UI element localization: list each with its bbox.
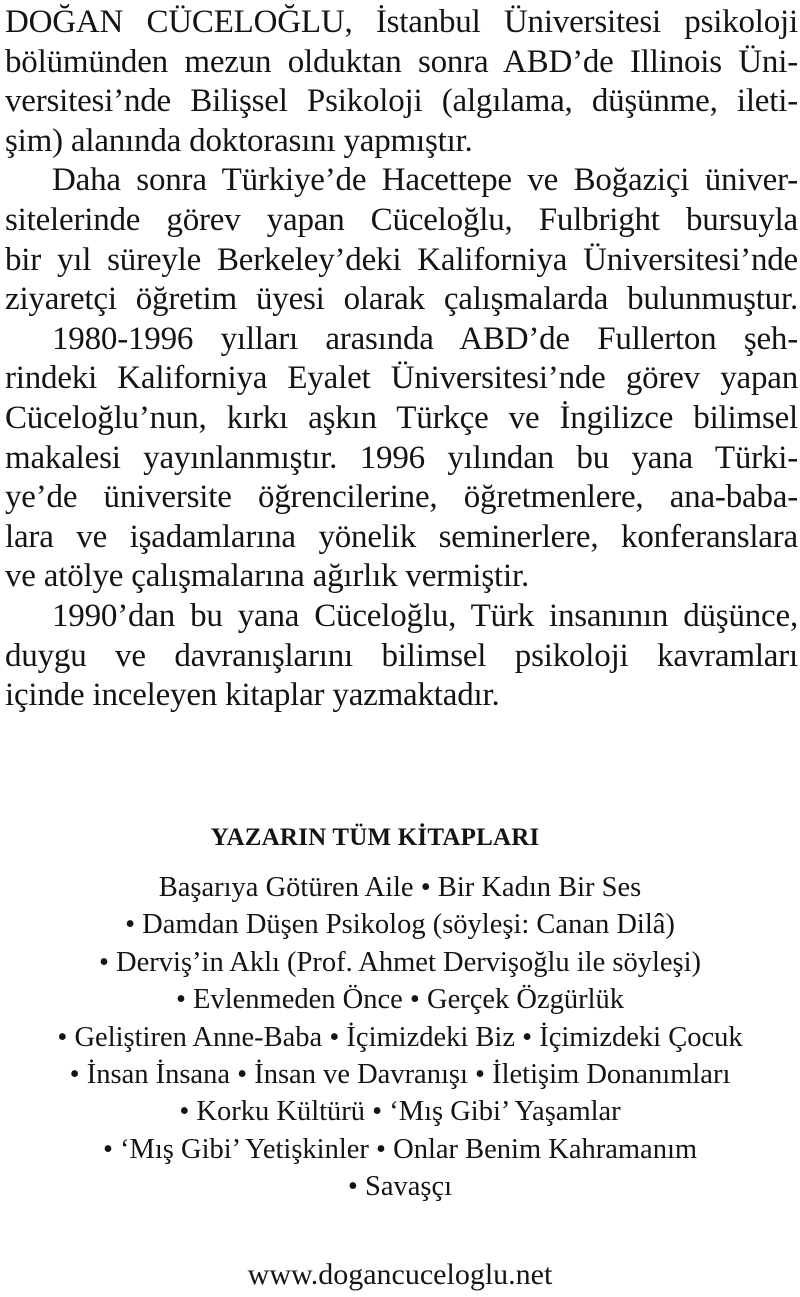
author-biography	[5, 3, 798, 716]
bio-paragraph-2	[5, 161, 798, 319]
bio-line: lara ve işadamlarına yönelik seminerlere, konferanslara	[5, 518, 798, 555]
bio-line: Daha sonra Türkiye’de Hacettepe ve Boğaziçi üniver-	[52, 162, 798, 199]
bio-line: bölümünden mezun olduktan sonra ABD’de Illinois Üni-	[5, 43, 798, 80]
books-section-heading: YAZARIN TÜM KİTAPLARI	[210, 824, 540, 851]
website-url: www.dogancuceloglu.net	[247, 1258, 553, 1291]
bio-line: 1990’dan bu yana Cüceloğlu, Türk insanının düşünce,	[52, 597, 798, 634]
bio-line: bir yıl süreyle Berkeley’deki Kaliforniya Üniversitesi’nde	[5, 241, 798, 278]
bio-line: versitesi’nde Bilişsel Psikoloji (algılama, düşünme, ileti-	[5, 83, 798, 120]
bio-line: ve atölye çalışmalarına ağırlık vermiştir.	[5, 558, 529, 595]
bio-line: 1980-1996 yılları arasında ABD’de Fullerton şeh-	[52, 320, 798, 357]
bio-line: ye’de üniversite öğrencilerine, öğretmenlere, ana-baba-	[5, 479, 798, 516]
book-list-line: • Evlenmeden Önce • Gerçek Özgürlük	[175, 984, 625, 1016]
book-list-line: • ‘Mış Gibi’ Yetişkinler • Onlar Benim Kahramanım	[102, 1133, 698, 1165]
bio-line: içinde inceleyen kitaplar yazmaktadır.	[5, 677, 500, 714]
bio-line: Cüceloğlu’nun, kırkı aşkın Türkçe ve İngilizce bilimsel	[5, 399, 798, 436]
book-list-line: • Geliştiren Anne-Baba • İçimizdeki Biz • İçimizdeki Çocuk	[57, 1021, 743, 1053]
bio-line: makalesi yayınlanmıştır. 1996 yılından bu yana Türki-	[5, 439, 798, 476]
book-list-line: Başarıya Götüren Aile • Bir Kadın Bir Ses	[158, 872, 642, 903]
bio-paragraph-3	[5, 320, 798, 597]
book-list-line: • Korku Kültürü • ‘Mış Gibi’ Yaşamlar	[179, 1096, 621, 1128]
book-list	[0, 869, 800, 1206]
bio-line: ziyaretçi öğretim üyesi olarak çalışmalarda bulunmuştur.	[5, 281, 798, 318]
bio-line: rindeki Kaliforniya Eyalet Üniversitesi’nde görev yapan	[5, 360, 798, 397]
bio-paragraph-1	[5, 3, 798, 161]
book-list-line: • Derviş’in Aklı (Prof. Ahmet Dervişoğlu ile söyleşi)	[98, 946, 702, 978]
bio-line: sitelerinde görev yapan Cüceloğlu, Fulbright bursuyla	[5, 201, 798, 238]
bio-paragraph-4	[5, 597, 798, 716]
bio-line: duygu ve davranışlarını bilimsel psikoloji kavramları	[5, 637, 798, 674]
bio-line: şim) alanında doktorasını yapmıştır.	[5, 122, 473, 159]
book-list-line: • Savaşçı	[347, 1171, 453, 1203]
bio-line: DOĞAN CÜCELOĞLU, İstanbul Üniversitesi psikoloji	[5, 4, 798, 40]
book-list-line: • Damdan Düşen Psikolog (söyleşi: Canan Dilâ)	[125, 909, 675, 941]
book-list-line: • İnsan İnsana • İnsan ve Davranışı • İletişim Donanımları	[69, 1058, 731, 1090]
